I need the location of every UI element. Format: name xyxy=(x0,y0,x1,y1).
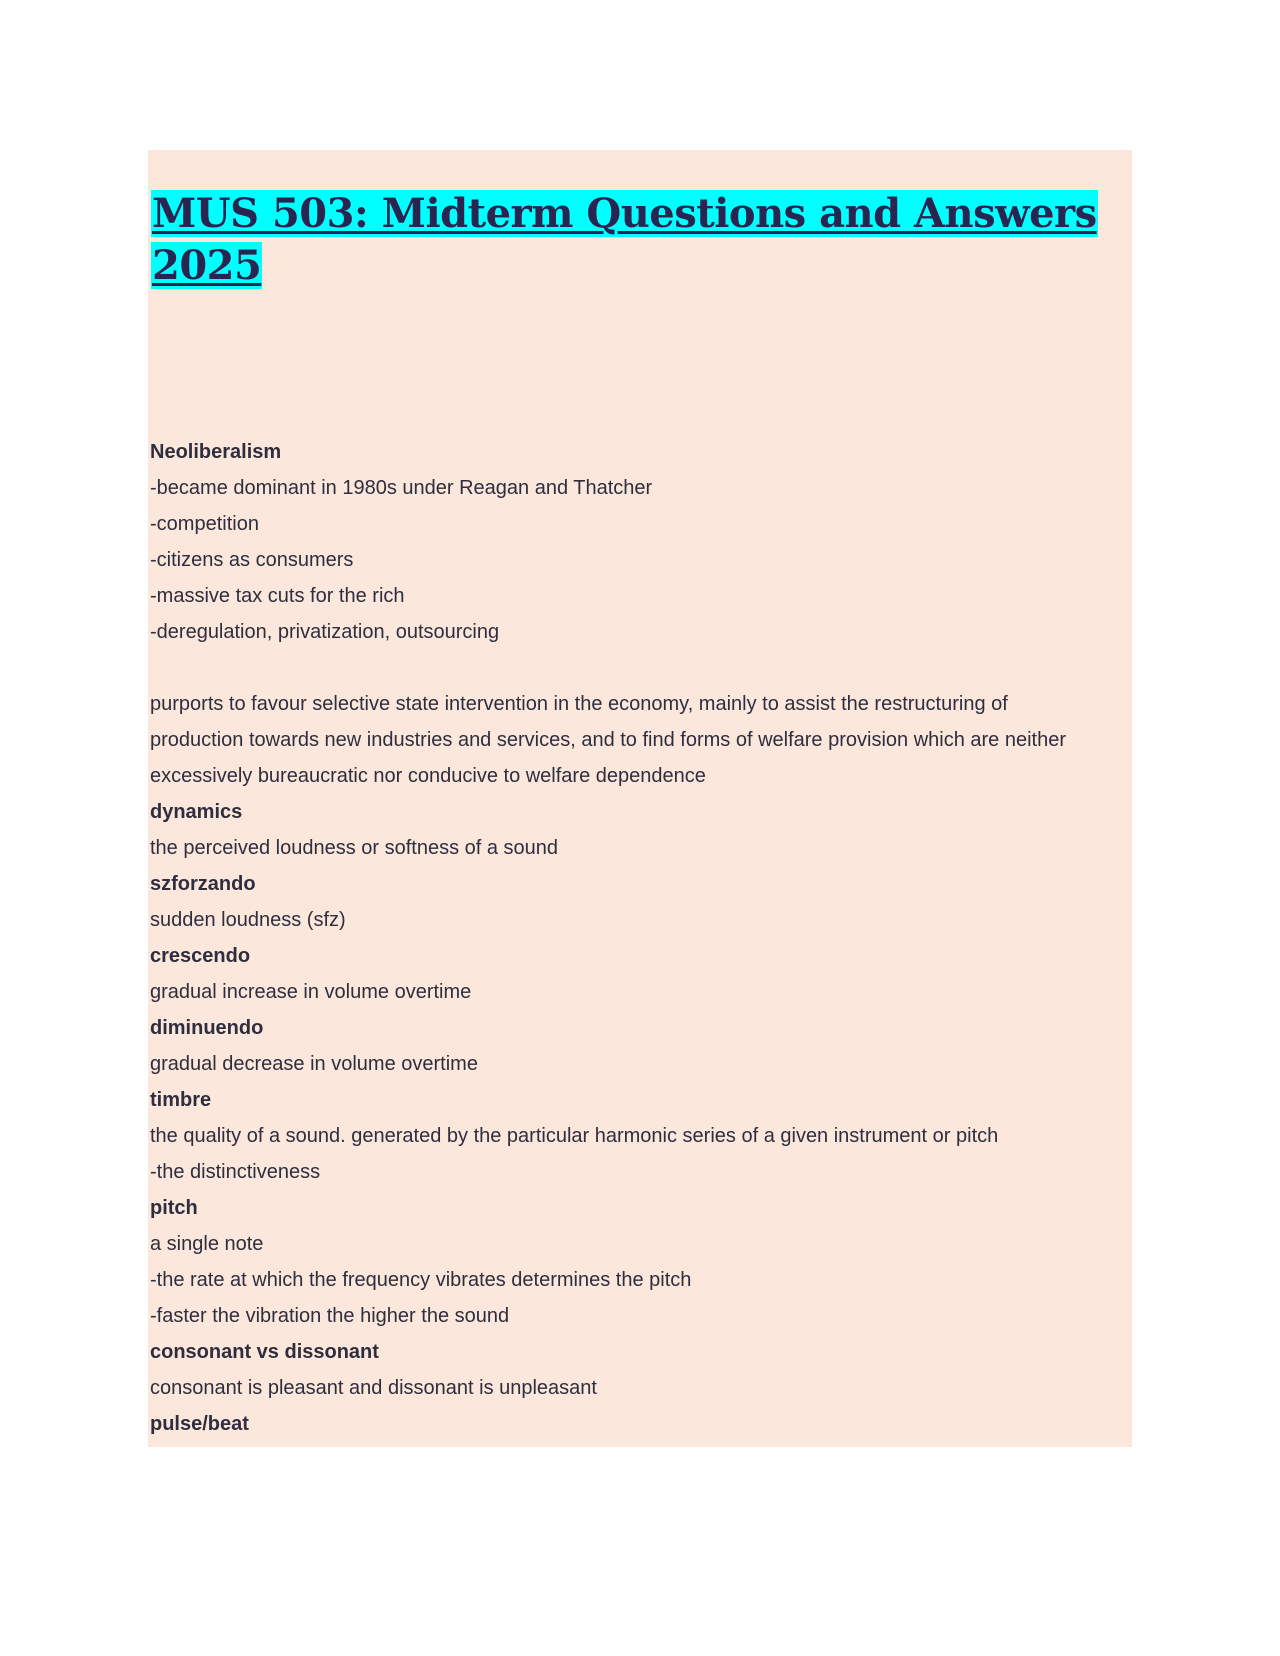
definition-line: gradual decrease in volume overtime xyxy=(150,1053,478,1075)
definition-line: the quality of a sound. generated by the particular harmonic series of a given instrument or pitch xyxy=(150,1125,999,1147)
definition-line: -the rate at which the frequency vibrates determines the pitch xyxy=(150,1269,692,1291)
document-title xyxy=(151,188,1132,292)
definition-line: -citizens as consumers xyxy=(150,549,354,571)
definition-line: the perceived loudness or softness of a sound xyxy=(150,837,559,859)
definition-line: a single note xyxy=(150,1233,264,1255)
definition-line: consonant is pleasant and dissonant is unpleasant xyxy=(150,1377,597,1399)
definition-line: -deregulation, privatization, outsourcing xyxy=(150,621,500,643)
definition-line: gradual increase in volume overtime xyxy=(150,981,472,1003)
definition-line: sudden loudness (sfz) xyxy=(150,909,346,931)
paragraph-line: excessively bureaucratic nor conducive to welfare dependence xyxy=(150,765,706,787)
definition-line: -competition xyxy=(150,513,259,535)
document-body xyxy=(150,434,1126,1442)
term-heading: pulse/beat xyxy=(150,1413,249,1435)
document-page xyxy=(148,150,1132,1447)
term-heading: consonant vs dissonant xyxy=(150,1341,379,1363)
document-title-text: MUS 503: Midterm Questions and Answers 2025 xyxy=(152,190,1097,289)
paragraph-line: purports to favour selective state intervention in the economy, mainly to assist the restructuring of xyxy=(150,693,1008,715)
term-heading: diminuendo xyxy=(150,1017,264,1039)
term-heading: szforzando xyxy=(150,873,256,895)
term-heading: pitch xyxy=(150,1197,198,1219)
definition-line: -became dominant in 1980s under Reagan and Thatcher xyxy=(150,477,653,499)
term-heading: crescendo xyxy=(150,945,251,967)
definition-line: -the distinctiveness xyxy=(150,1161,321,1183)
term-heading: dynamics xyxy=(150,801,243,823)
paragraph-line: production towards new industries and services, and to find forms of welfare provision which are neither xyxy=(150,729,1067,751)
paragraph-gap xyxy=(150,650,1126,686)
term-heading: Neoliberalism xyxy=(150,441,282,463)
definition-line: -massive tax cuts for the rich xyxy=(150,585,405,607)
definition-line: -faster the vibration the higher the sound xyxy=(150,1305,510,1327)
term-heading: timbre xyxy=(150,1089,212,1111)
